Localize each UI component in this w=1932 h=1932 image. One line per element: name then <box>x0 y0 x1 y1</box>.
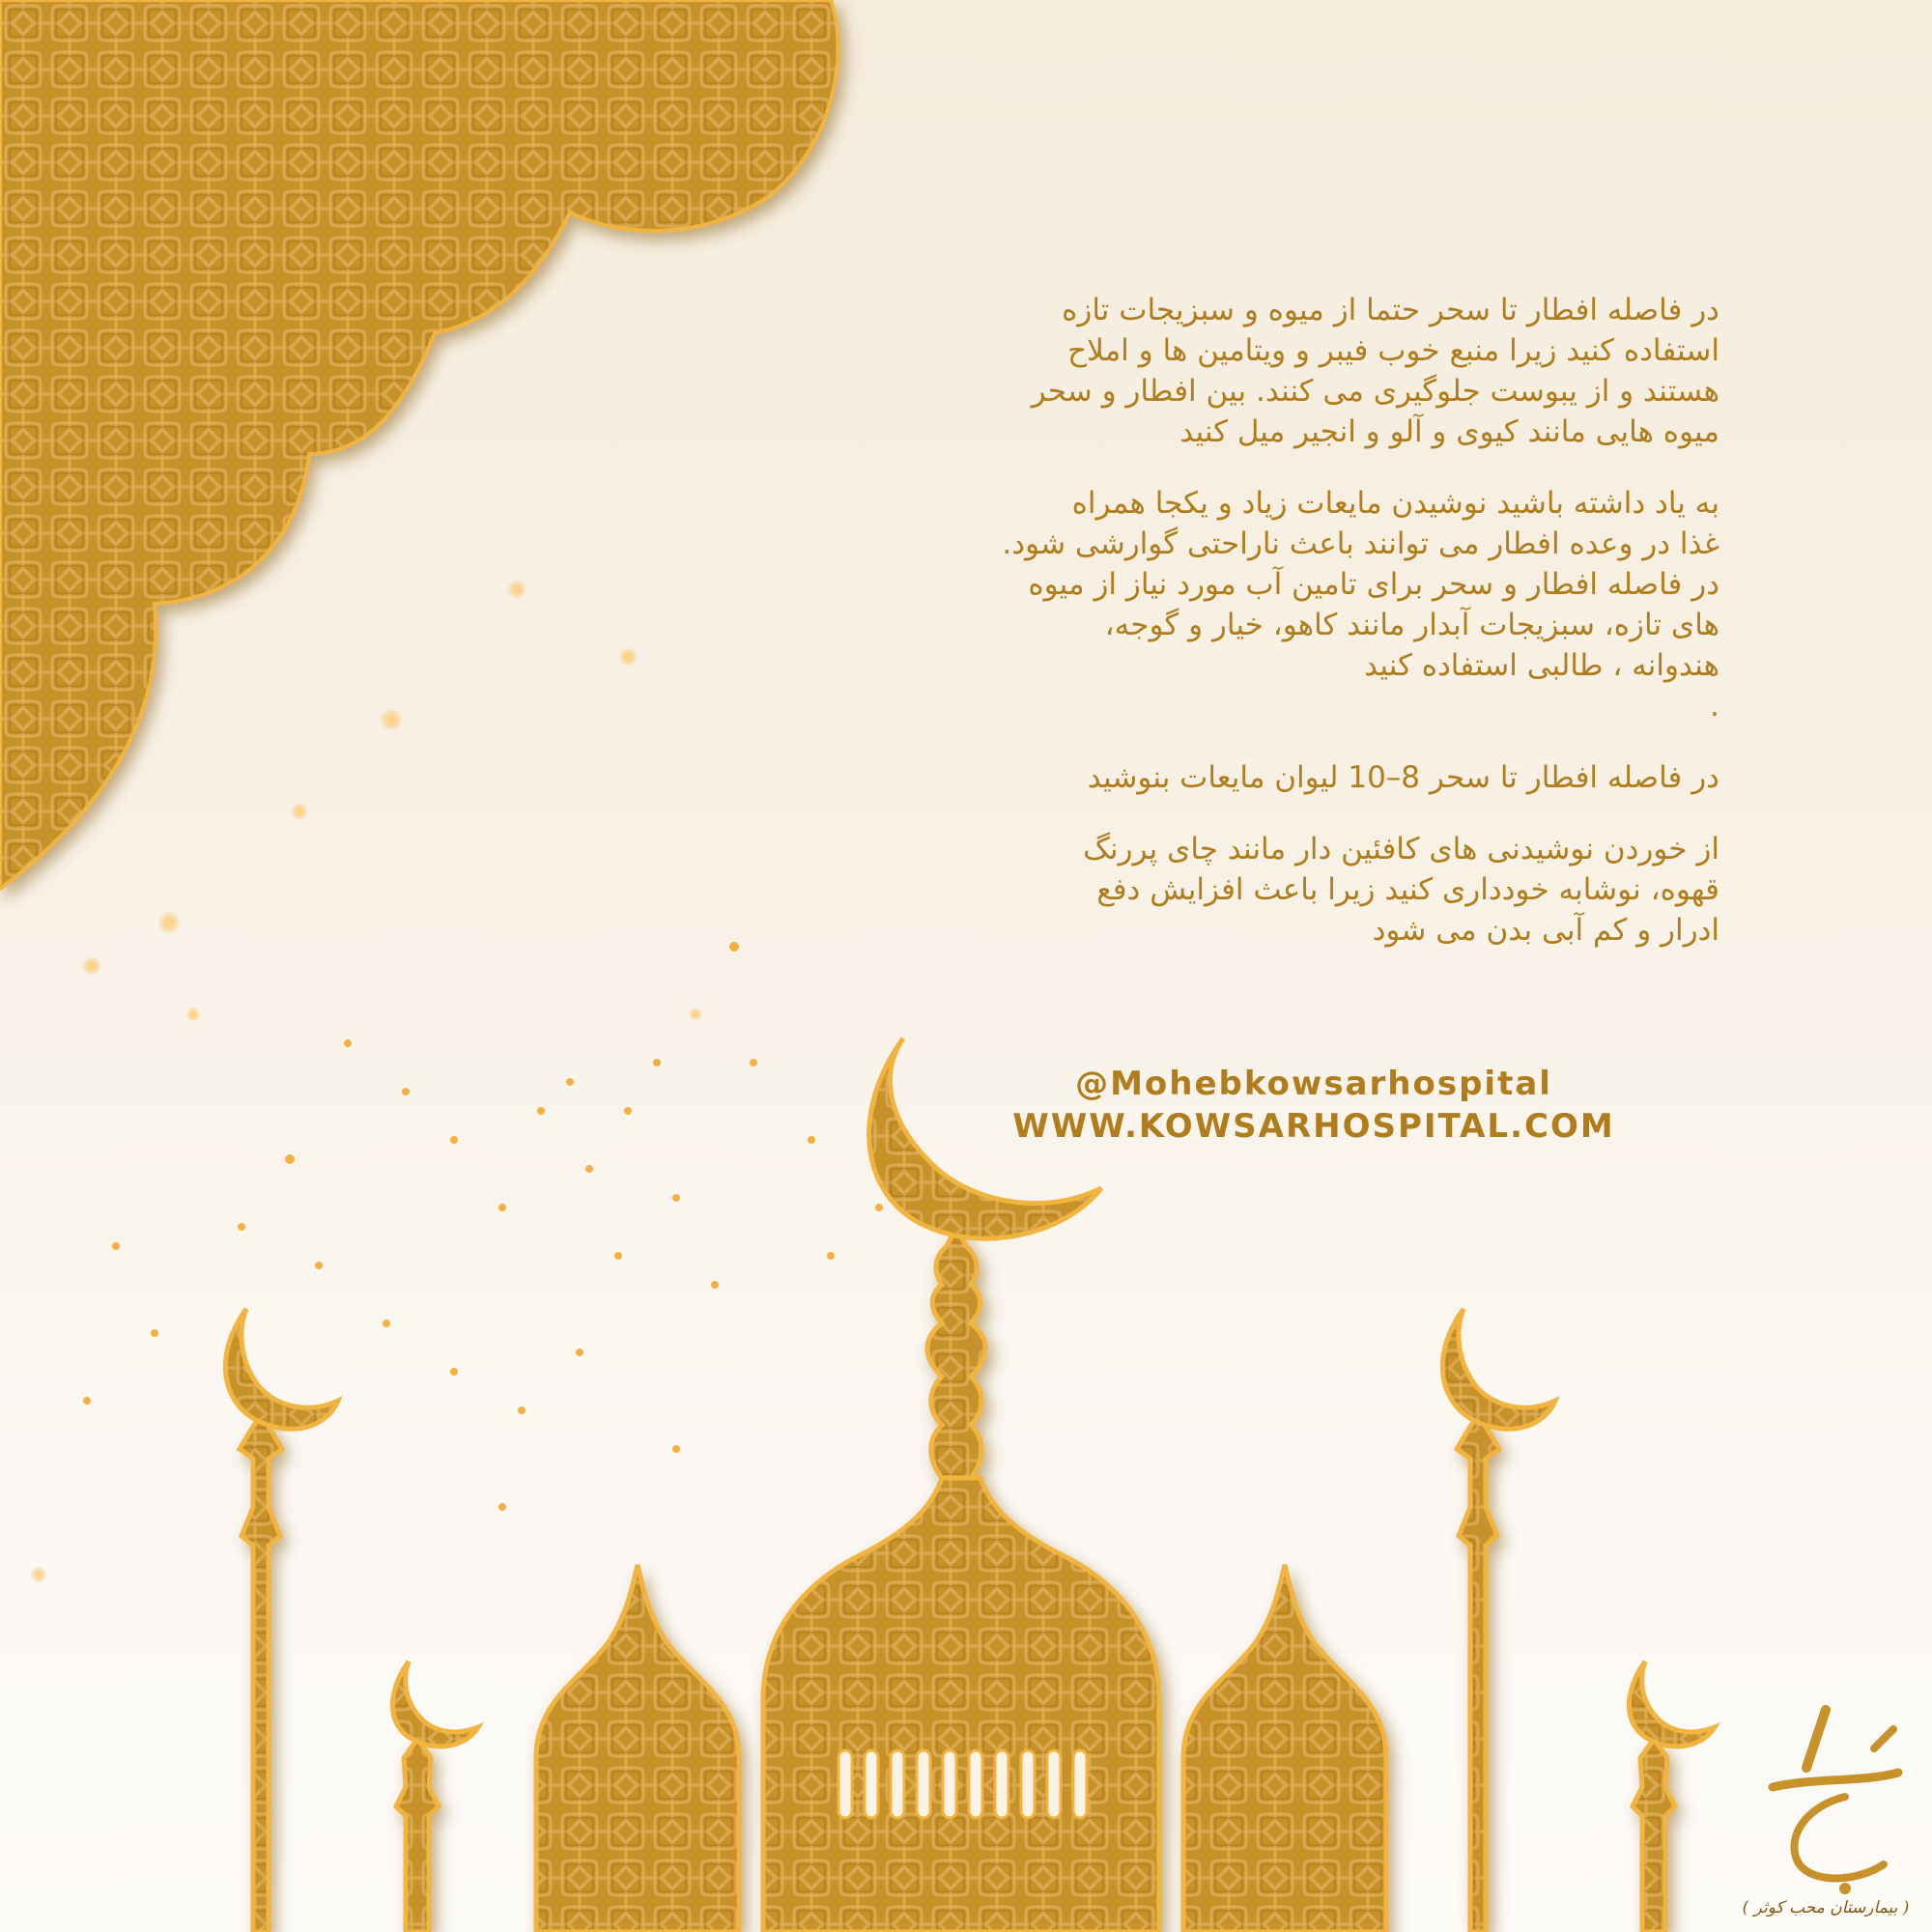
text-line: غذا در وعده افطار می توانند باعث ناراحتی گوارشی شود. <box>1002 526 1719 561</box>
text-line: به یاد داشته باشید نوشیدن مایعات زیاد و یکجا همراه <box>1071 486 1719 521</box>
ornament-cloud-icon <box>0 0 838 889</box>
text-line: هندوانه ، طالبی استفاده کنید <box>1364 648 1719 683</box>
text-line: های تازه، سبزیجات آبدار مانند کاهو، خیار و گوجه، <box>1104 608 1719 642</box>
health-tips-text <box>792 290 1719 981</box>
tip-paragraph-fruits <box>792 290 1719 452</box>
logo-caption: ( بیمارستان محب کوثر ) <box>1742 1898 1910 1918</box>
website-url: WWW.KOWSARHOSPITAL.COM <box>1012 1107 1615 1146</box>
text-line: از خوردن نوشیدنی های کافئین دار مانند چای پررنگ <box>1083 832 1719 867</box>
social-handle: @Mohebkowsarhospital <box>1075 1065 1552 1103</box>
text-line: در فاصله افطار تا سحر حتما از میوه و سبزیجات تازه <box>1062 293 1719 327</box>
tip-paragraph-fluids-with-meal <box>792 483 1719 726</box>
text-line: میوه هایی مانند کیوی و آلو و انجیر میل کنید <box>1179 414 1719 449</box>
text-line: هستند و از یبوست جلوگیری می کنند. بین افطار و سحر <box>1031 374 1719 409</box>
text-line: استفاده کنید زیرا منبع خوب فیبر و ویتامین ها و املاح <box>1067 333 1719 368</box>
tip-paragraph-caffeine <box>792 829 1719 951</box>
text-line: در فاصله افطار تا سحر 8–10 لیوان مایعات بنوشید <box>1087 760 1719 795</box>
text-line: قهوه، نوشابه خودداری کنید زیرا باعث افزایش دفع <box>1096 872 1719 907</box>
hospital-calligraphy-logo-icon <box>1729 1690 1922 1922</box>
tip-paragraph-water-glasses <box>792 757 1719 798</box>
text-line: در فاصله افطار و سحر برای تامین آب مورد نیاز از میوه <box>1028 567 1719 602</box>
text-line-dot: . <box>1710 689 1719 724</box>
contact-info <box>947 1063 1681 1148</box>
golden-sparkles-icon <box>30 580 883 1583</box>
text-line: ادرار و کم آبی بدن می شود <box>1372 913 1719 948</box>
